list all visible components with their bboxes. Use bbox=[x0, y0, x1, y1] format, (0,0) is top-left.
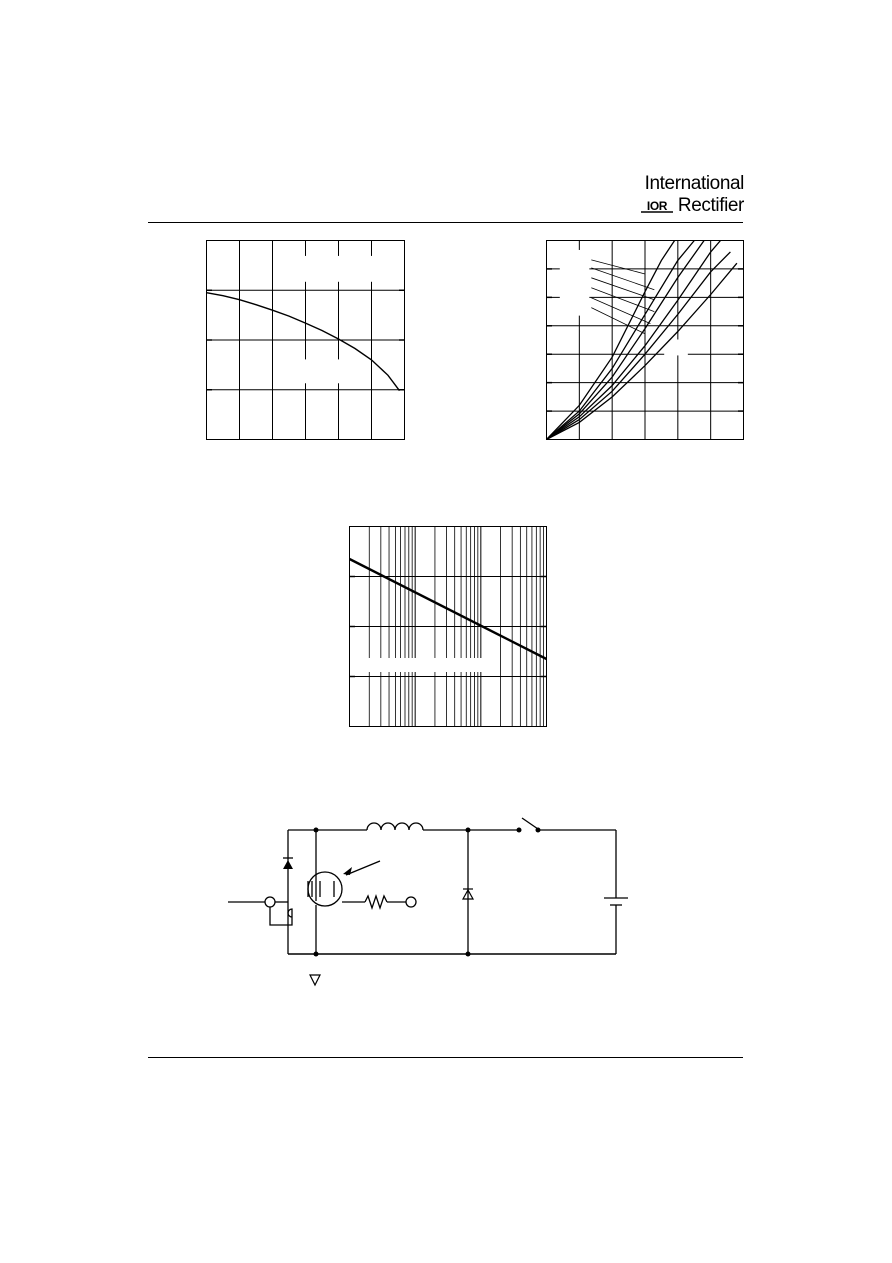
footer-rule bbox=[148, 1057, 743, 1058]
ior-logo-icon bbox=[640, 199, 674, 213]
label-blank-area bbox=[363, 658, 495, 672]
mosfet-circle bbox=[308, 872, 342, 906]
switch-blade bbox=[522, 818, 538, 829]
test-circuit-schematic bbox=[220, 805, 640, 995]
annotation-leader-line bbox=[591, 298, 650, 324]
gate-resistor bbox=[365, 896, 387, 908]
series-line-curve bbox=[207, 293, 400, 391]
current-probe bbox=[265, 897, 275, 907]
left-diode-symbol bbox=[283, 860, 293, 869]
svg-text:IOR: IOR bbox=[646, 199, 667, 213]
voltage-marker-icon bbox=[310, 975, 320, 985]
chart-curve-family bbox=[546, 240, 744, 440]
label-blank-area bbox=[305, 256, 378, 282]
brand-logo bbox=[640, 173, 744, 217]
probe-loop bbox=[270, 907, 292, 925]
annotation-leader-line bbox=[591, 308, 644, 334]
arrow-head bbox=[343, 867, 352, 875]
chart-grid bbox=[349, 526, 547, 727]
gate-terminal bbox=[406, 897, 416, 907]
chart-log-line bbox=[349, 526, 547, 727]
brand-name-rectifier: Rectifier bbox=[677, 195, 744, 216]
annotation-leader-line bbox=[591, 260, 644, 274]
brand-name-international: International bbox=[644, 173, 744, 194]
chart-decreasing-curve bbox=[206, 240, 405, 440]
series-line-line bbox=[350, 559, 547, 659]
inductor-symbol bbox=[367, 823, 423, 830]
label-blank-area bbox=[305, 359, 358, 383]
label-blank-area bbox=[560, 250, 590, 316]
header-rule bbox=[148, 222, 743, 223]
brand-name-row bbox=[640, 195, 744, 217]
